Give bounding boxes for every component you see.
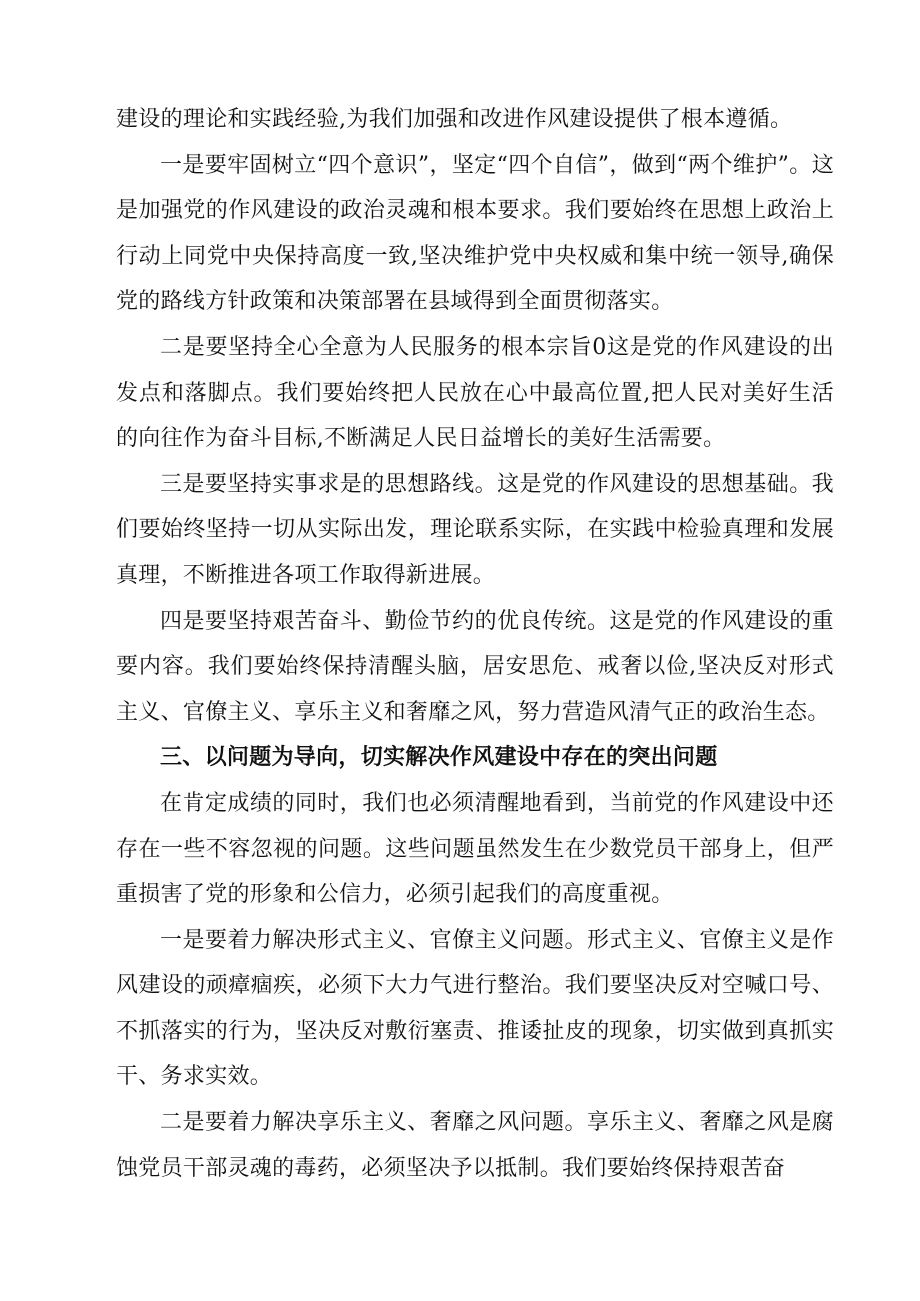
- paragraph-problem-two-hedonism: 二是要着力解决享乐主义、奢靡之风问题。享乐主义、奢靡之风是腐蚀党员干部灵魂的毒药，必须坚决予以抵制。我们要始终保持艰苦奋: [116, 1110, 834, 1181]
- document-body: [116, 97, 834, 1191]
- paragraph-point-one-four-consciousness: 一是要牢固树立“四个意识”，坚定“四个自信”，做到“两个维护”。这是加强党的作风建设的政治灵魂和根本要求。我们要始终在思想上政治上行动上同党中央保持高度一致,坚决维护党中央权威和集中统一领导,确保党的路线方针政策和决策部署在县域得到全面贯彻落实。: [116, 152, 834, 315]
- section-heading-three: 三、以问题为导向，切实解决作风建设中存在的突出问题: [160, 745, 718, 771]
- paragraph-continuation: 建设的理论和实践经验,为我们加强和改进作风建设提供了根本遵循。: [116, 107, 793, 132]
- paragraph-point-four-hard-work: 四是要坚持艰苦奋斗、勤俭节约的优良传统。这是党的作风建设的重要内容。我们要始终保持清醒头脑，居安思危、戒奢以俭,坚决反对形式主义、官僚主义、享乐主义和奢靡之风，努力营造风清气正的政治生态。: [116, 608, 834, 725]
- paragraph-point-two-serve-people: 二是要坚持全心全意为人民服务的根本宗旨0这是党的作风建设的出发点和落脚点。我们要始终把人民放在心中最高位置,把人民对美好生活的向往作为奋斗目标,不断满足人民日益增长的美好生活需要。: [116, 334, 834, 452]
- paragraph-point-three-seek-truth: 三是要坚持实事求是的思想路线。这是党的作风建设的思想基础。我们要始终坚持一切从实际出发，理论联系实际，在实践中检验真理和发展真理，不断推进各项工作取得新进展。: [116, 471, 834, 588]
- paragraph-problem-one-formalism: 一是要着力解决形式主义、官僚主义问题。形式主义、官僚主义是作风建设的顽瘴痼疾，必须下大力气进行整治。我们要坚决反对空喊口号、不抓落实的行为，坚决反对敷衍塞责、推诿扯皮的现象，切实做到真抓实干、务求实效。: [116, 927, 834, 1090]
- paragraph-section-intro: 在肯定成绩的同时，我们也必须清醒地看到，当前党的作风建设中还存在一些不容忽视的问题。这些问题虽然发生在少数党员干部身上，但严重损害了党的形象和公信力，必须引起我们的高度重视。: [116, 790, 834, 908]
